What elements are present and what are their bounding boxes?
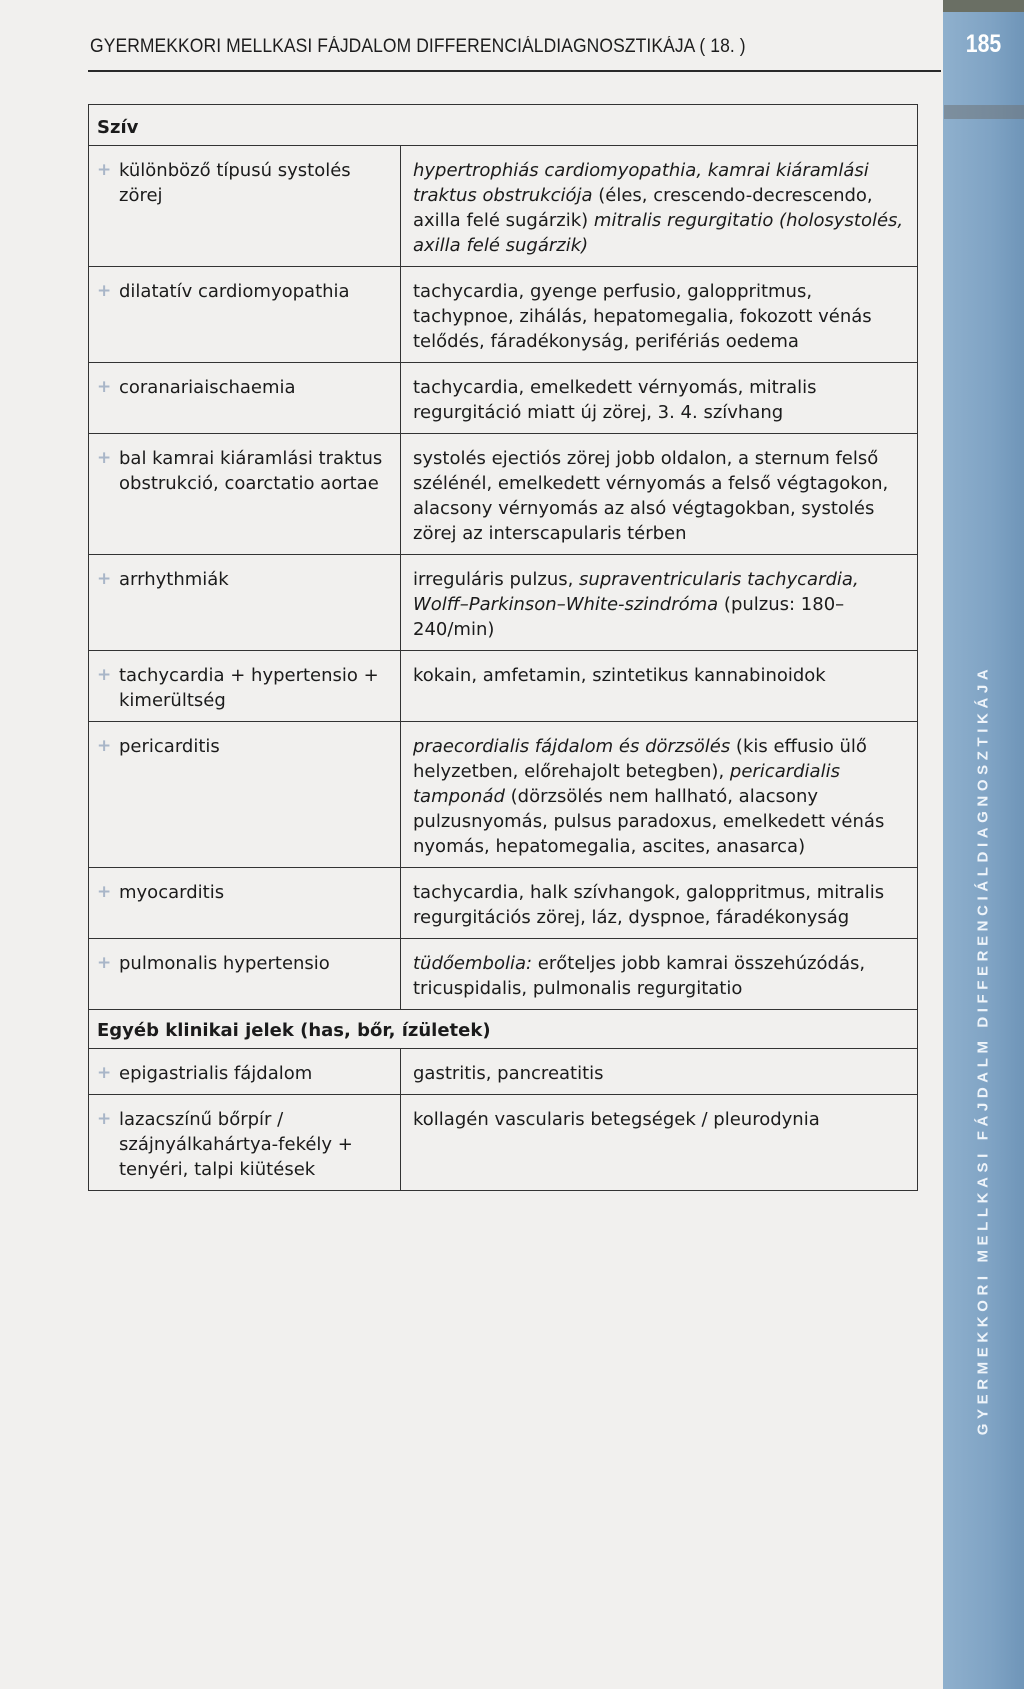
table-row: [89, 145, 917, 266]
plus-bullet-icon: +: [97, 953, 112, 973]
symptom-text: bal kamrai kiáramlási traktus obstrukció, coarctatio aortae: [119, 448, 383, 494]
diagnosis-cell: [401, 868, 917, 938]
page-number: 185: [965, 30, 1002, 58]
symptom-cell: [89, 434, 401, 554]
table-row: [89, 1048, 917, 1094]
diagnosis-text: (kis effusio ülő helyzetben, előrehajolt betegben),: [413, 736, 867, 782]
plus-bullet-icon: +: [97, 665, 112, 685]
table-row: [89, 433, 917, 554]
symptom-text: tachycardia + hypertensio + kimerültség: [119, 665, 379, 711]
symptom-text: lazacszínű bőrpír / szájnyálkahártya-fekély + tenyéri, talpi kiütések: [119, 1109, 353, 1180]
diagnosis-cell: [401, 363, 917, 433]
diagnosis-text: gastritis, pancreatitis: [413, 1063, 604, 1084]
symptom-cell: [89, 1049, 401, 1094]
plus-bullet-icon: +: [97, 377, 112, 397]
symptom-cell: [89, 363, 401, 433]
diagnosis-cell: [401, 939, 917, 1009]
symptom-cell: [89, 146, 401, 266]
diagnosis-text: tachycardia, halk szívhangok, galoppritmus, mitralis regurgitációs zörej, láz, dyspnoe, fáradékonyság: [413, 882, 885, 928]
diagnosis-text: (pulzus: 180–240/min): [413, 594, 845, 640]
symptom-cell: [89, 939, 401, 1009]
diagnosis-text: tachycardia, gyenge perfusio, galoppritmus, tachypnoe, zihálás, hepatomegalia, fokozott vénás telődés, fáradékonyság, perifériás oedema: [413, 281, 872, 352]
table-row: [89, 721, 917, 867]
section-heading: Szív: [97, 117, 139, 138]
running-head: GYERMEKKORI MELLKASI FÁJDALOM DIFFERENCIÁLDIAGNOSZTIKÁJA ( 18. ): [90, 36, 746, 57]
symptom-cell: [89, 555, 401, 650]
plus-bullet-icon: +: [97, 281, 112, 301]
diagnosis-text: systolés ejectiós zörej jobb oldalon, a sternum felső szélénél, emelkedett vérnyomás a felső végtagokon, alacsony vérnyomás az alsó végtagokban, systolés zörej az interscapularis térben: [413, 448, 889, 544]
symptom-cell: [89, 651, 401, 721]
diagnosis-text: tachycardia, emelkedett vérnyomás, mitralis regurgitáció miatt új zörej, 3. 4. szívhang: [413, 377, 817, 423]
symptom-text: epigastrialis fájdalom: [119, 1063, 313, 1084]
table-row: [89, 362, 917, 433]
diagnosis-cell: [401, 722, 917, 867]
tab-shadow: [944, 105, 1024, 119]
plus-bullet-icon: +: [97, 882, 112, 902]
diagnosis-cell: [401, 1095, 917, 1190]
diagnosis-text: kollagén vascularis betegségek / pleurodynia: [413, 1109, 820, 1130]
table-row: [89, 1094, 917, 1190]
plus-bullet-icon: +: [97, 569, 112, 589]
differential-table: [88, 104, 918, 1191]
diagnosis-cell: [401, 146, 917, 266]
symptom-cell: [89, 868, 401, 938]
diagnosis-italic-text: praecordialis fájdalom és dörzsölés: [413, 736, 731, 757]
diagnosis-text: erőteljes jobb kamrai összehúzódás, tricuspidalis, pulmonalis regurgitatio: [413, 953, 866, 999]
symptom-text: coranariaischaemia: [119, 377, 296, 398]
section-heading: Egyéb klinikai jelek (has, bőr, ízületek): [89, 1009, 917, 1048]
diagnosis-text: irreguláris pulzus,: [413, 569, 580, 590]
diagnosis-text: (dörzsölés nem hallható, alacsony pulzusnyomás, pulsus paradoxus, emelkedett vénás nyomás, hepatomegalia, ascites, anasarca): [413, 786, 885, 857]
symptom-text: pulmonalis hypertensio: [119, 953, 330, 974]
plus-bullet-icon: +: [97, 736, 112, 756]
symptom-text: pericarditis: [119, 736, 220, 757]
diagnosis-cell: [401, 267, 917, 362]
plus-bullet-icon: +: [97, 1109, 112, 1129]
diagnosis-cell: [401, 1049, 917, 1094]
symptom-text: különböző típusú systolés zörej: [119, 160, 351, 206]
table-row: [89, 938, 917, 1009]
plus-bullet-icon: +: [97, 448, 112, 468]
table-row: [89, 266, 917, 362]
diagnosis-italic-text: mitralis regurgitatio (holosystolés, axilla felé sugárzik): [413, 210, 904, 256]
symptom-text: myocarditis: [119, 882, 225, 903]
tab-notch: [943, 0, 1024, 12]
diagnosis-italic-text: supraventricularis tachycardia, Wolff–Parkinson–White-szindróma: [413, 569, 859, 615]
diagnosis-text: kokain, amfetamin, szintetikus kannabinoidok: [413, 665, 826, 686]
side-chapter-title: GYERMEKKORI MELLKASI FÁJDALM DIFFERENCIÁLDIAGNOSZTIKÁJA: [974, 664, 992, 1436]
diagnosis-text: (éles, crescendo-decrescendo, axilla felé sugárzik): [413, 185, 873, 231]
header-rule: [88, 70, 941, 72]
symptom-cell: [89, 1095, 401, 1190]
plus-bullet-icon: +: [97, 1063, 112, 1083]
diagnosis-cell: [401, 651, 917, 721]
table-row: [89, 867, 917, 938]
symptom-text: arrhythmiák: [119, 569, 229, 590]
table-row: [89, 650, 917, 721]
symptom-text: dilatatív cardiomyopathia: [119, 281, 350, 302]
diagnosis-cell: [401, 434, 917, 554]
diagnosis-italic-text: hypertrophiás cardiomyopathia, kamrai kiáramlási traktus obstrukciója: [413, 160, 869, 206]
diagnosis-italic-text: pericardialis tamponád: [413, 761, 840, 807]
table-row: [89, 554, 917, 650]
diagnosis-cell: [401, 555, 917, 650]
symptom-cell: [89, 267, 401, 362]
plus-bullet-icon: +: [97, 160, 112, 180]
diagnosis-italic-text: tüdőembolia:: [413, 953, 533, 974]
symptom-cell: [89, 722, 401, 867]
